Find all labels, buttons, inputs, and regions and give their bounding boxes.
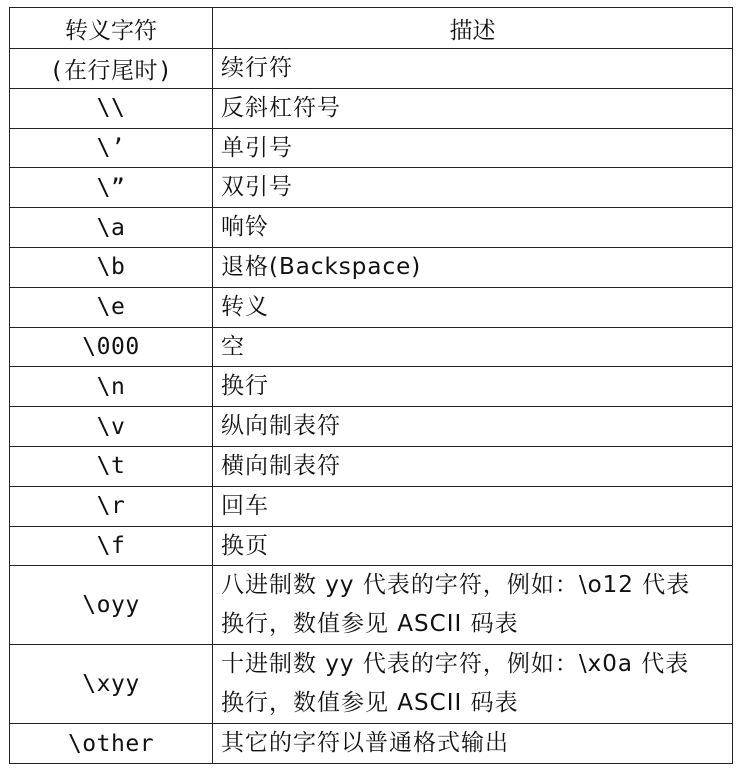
escape-code: \” — [10, 168, 213, 208]
table-row — [10, 49, 733, 89]
table-row — [10, 486, 733, 526]
escape-description: 响铃 — [213, 208, 733, 248]
table-row — [10, 407, 733, 447]
escape-code: \t — [10, 446, 213, 486]
escape-description: 回车 — [213, 486, 733, 526]
escape-description: 换行 — [213, 367, 733, 407]
escape-description: 其它的字符以普通格式输出 — [213, 724, 733, 764]
escape-description: 横向制表符 — [213, 446, 733, 486]
escape-description: 双引号 — [213, 168, 733, 208]
escape-code: \\ — [10, 88, 213, 128]
escape-code: \e — [10, 287, 213, 327]
escape-code: \v — [10, 407, 213, 447]
escape-description: 空 — [213, 327, 733, 367]
escape-description: 转义 — [213, 287, 733, 327]
escape-code: \other — [10, 724, 213, 764]
header-escape-char: 转义字符 — [10, 8, 213, 49]
header-description: 描述 — [213, 8, 733, 49]
table-row — [10, 645, 733, 724]
escape-description: 续行符 — [213, 49, 733, 89]
escape-description: 纵向制表符 — [213, 407, 733, 447]
escape-description: 单引号 — [213, 128, 733, 168]
escape-code: \b — [10, 247, 213, 287]
escape-code: \’ — [10, 128, 213, 168]
table-row — [10, 168, 733, 208]
table-row — [10, 327, 733, 367]
escape-code: \r — [10, 486, 213, 526]
escape-description: 八进制数 yy 代表的字符，例如：\o12 代表 换行，数值参见 ASCII 码表 — [213, 566, 733, 645]
table-row — [10, 446, 733, 486]
table-row — [10, 287, 733, 327]
table-row — [10, 566, 733, 645]
header-row — [10, 8, 733, 49]
escape-code: (在行尾时) — [10, 49, 213, 89]
escape-code: \oyy — [10, 566, 213, 645]
table-row — [10, 724, 733, 764]
table-row — [10, 526, 733, 566]
escape-description: 反斜杠符号 — [213, 88, 733, 128]
escape-code: \xyy — [10, 645, 213, 724]
escape-description: 十进制数 yy 代表的字符，例如：\x0a 代表 换行，数值参见 ASCII 码表 — [213, 645, 733, 724]
escape-code: \f — [10, 526, 213, 566]
escape-description: 换页 — [213, 526, 733, 566]
escape-code: \a — [10, 208, 213, 248]
table-row — [10, 208, 733, 248]
escape-description: 退格(Backspace) — [213, 247, 733, 287]
escape-code: \n — [10, 367, 213, 407]
escape-character-table — [9, 7, 733, 764]
table-row — [10, 128, 733, 168]
table-row — [10, 367, 733, 407]
table-row — [10, 88, 733, 128]
escape-code: \000 — [10, 327, 213, 367]
table-row — [10, 247, 733, 287]
